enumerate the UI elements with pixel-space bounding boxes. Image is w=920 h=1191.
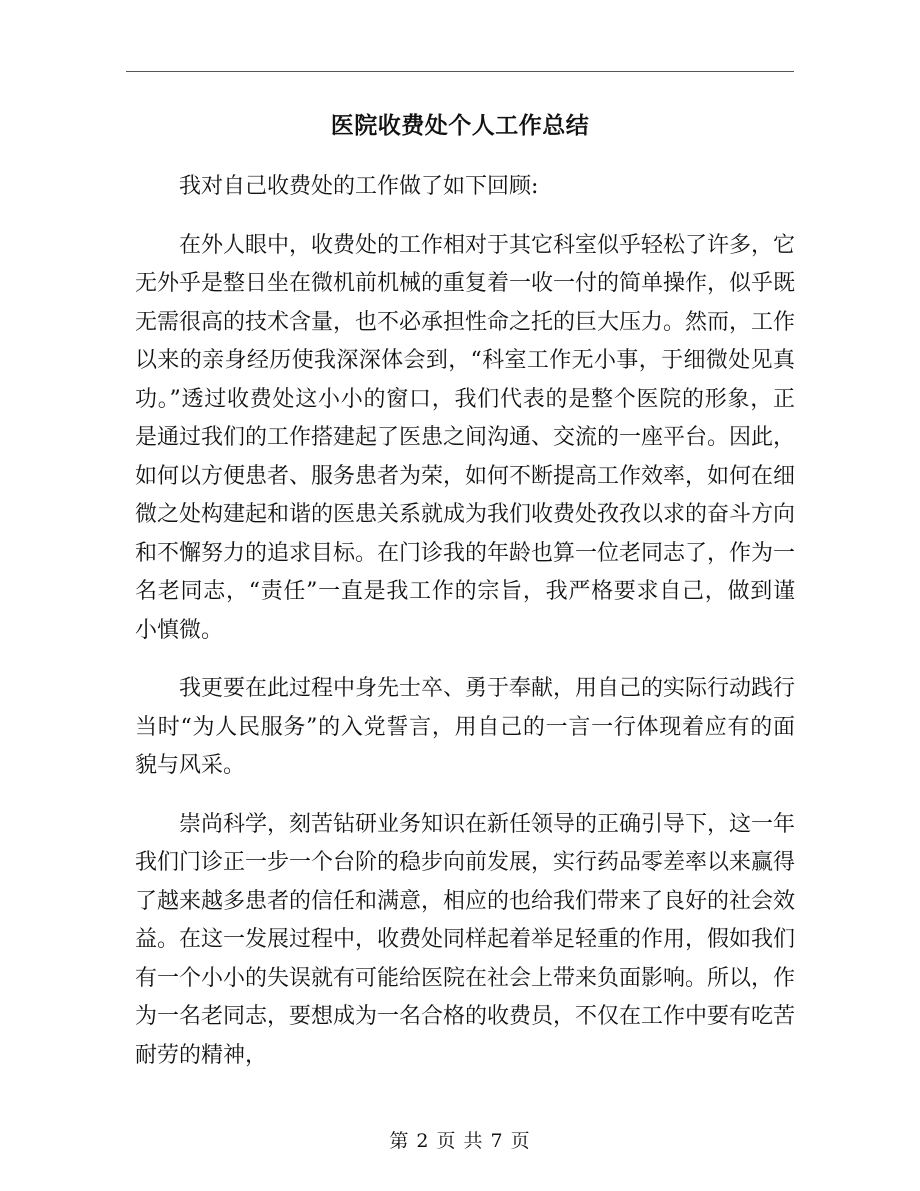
paragraph-intro: 我对自己收费处的工作做了如下回顾: bbox=[179, 174, 539, 199]
page-number: 第 2 页 共 7 页 bbox=[389, 1130, 531, 1152]
paragraph-2: 我更要在此过程中身先士卒、勇于奉献，用自己的实际行动践行当时“为人民服务”的入党誓言，用自己的一言一行体现着应有的面貌与风采。 bbox=[135, 676, 796, 778]
document-body bbox=[135, 168, 795, 1095]
header-divider bbox=[126, 71, 794, 72]
document-title: 医院收费处个人工作总结 bbox=[330, 113, 590, 139]
paragraph-1: 在外人眼中，收费处的工作相对于其它科室似乎轻松了许多，它无外乎是整日坐在微机前机械的重复着一收一付的简单操作，似乎既无需很高的技术含量，也不必承担性命之托的巨大压力。然而，工作以来的亲身经历使我深深体会到，“科室工作无小事，于细微处见真功。”透过收费处这小小的窗口，我们代表的是整个医院的形象，正是通过我们的工作搭建起了医患之间沟通、交流的一座平台。因此，如何以方便患者、服务患者为荣，如何不断提高工作效率，如何在细微之处构建起和谐的医患关系就成为我们收费处孜孜以求的奋斗方向和不懈努力的追求目标。在门诊我的年龄也算一位老同志了，作为一名老同志，“责任”一直是我工作的宗旨，我严格要求自己，做到谨小慎微。 bbox=[135, 232, 796, 643]
paragraph-3: 崇尚科学，刻苦钻研业务知识在新任领导的正确引导下，这一年我们门诊正一步一个台阶的稳步向前发展，实行药品零差率以来赢得了越来越多患者的信任和满意，相应的也给我们带来了良好的社会效益。在这一发展过程中，收费处同样起着举足轻重的作用，假如我们有一个小小的失误就有可能给医院在社会上带来负面影响。所以，作为一名老同志，要想成为一名合格的收费员，不仅在工作中要有吃苦耐劳的精神， bbox=[135, 811, 796, 1068]
